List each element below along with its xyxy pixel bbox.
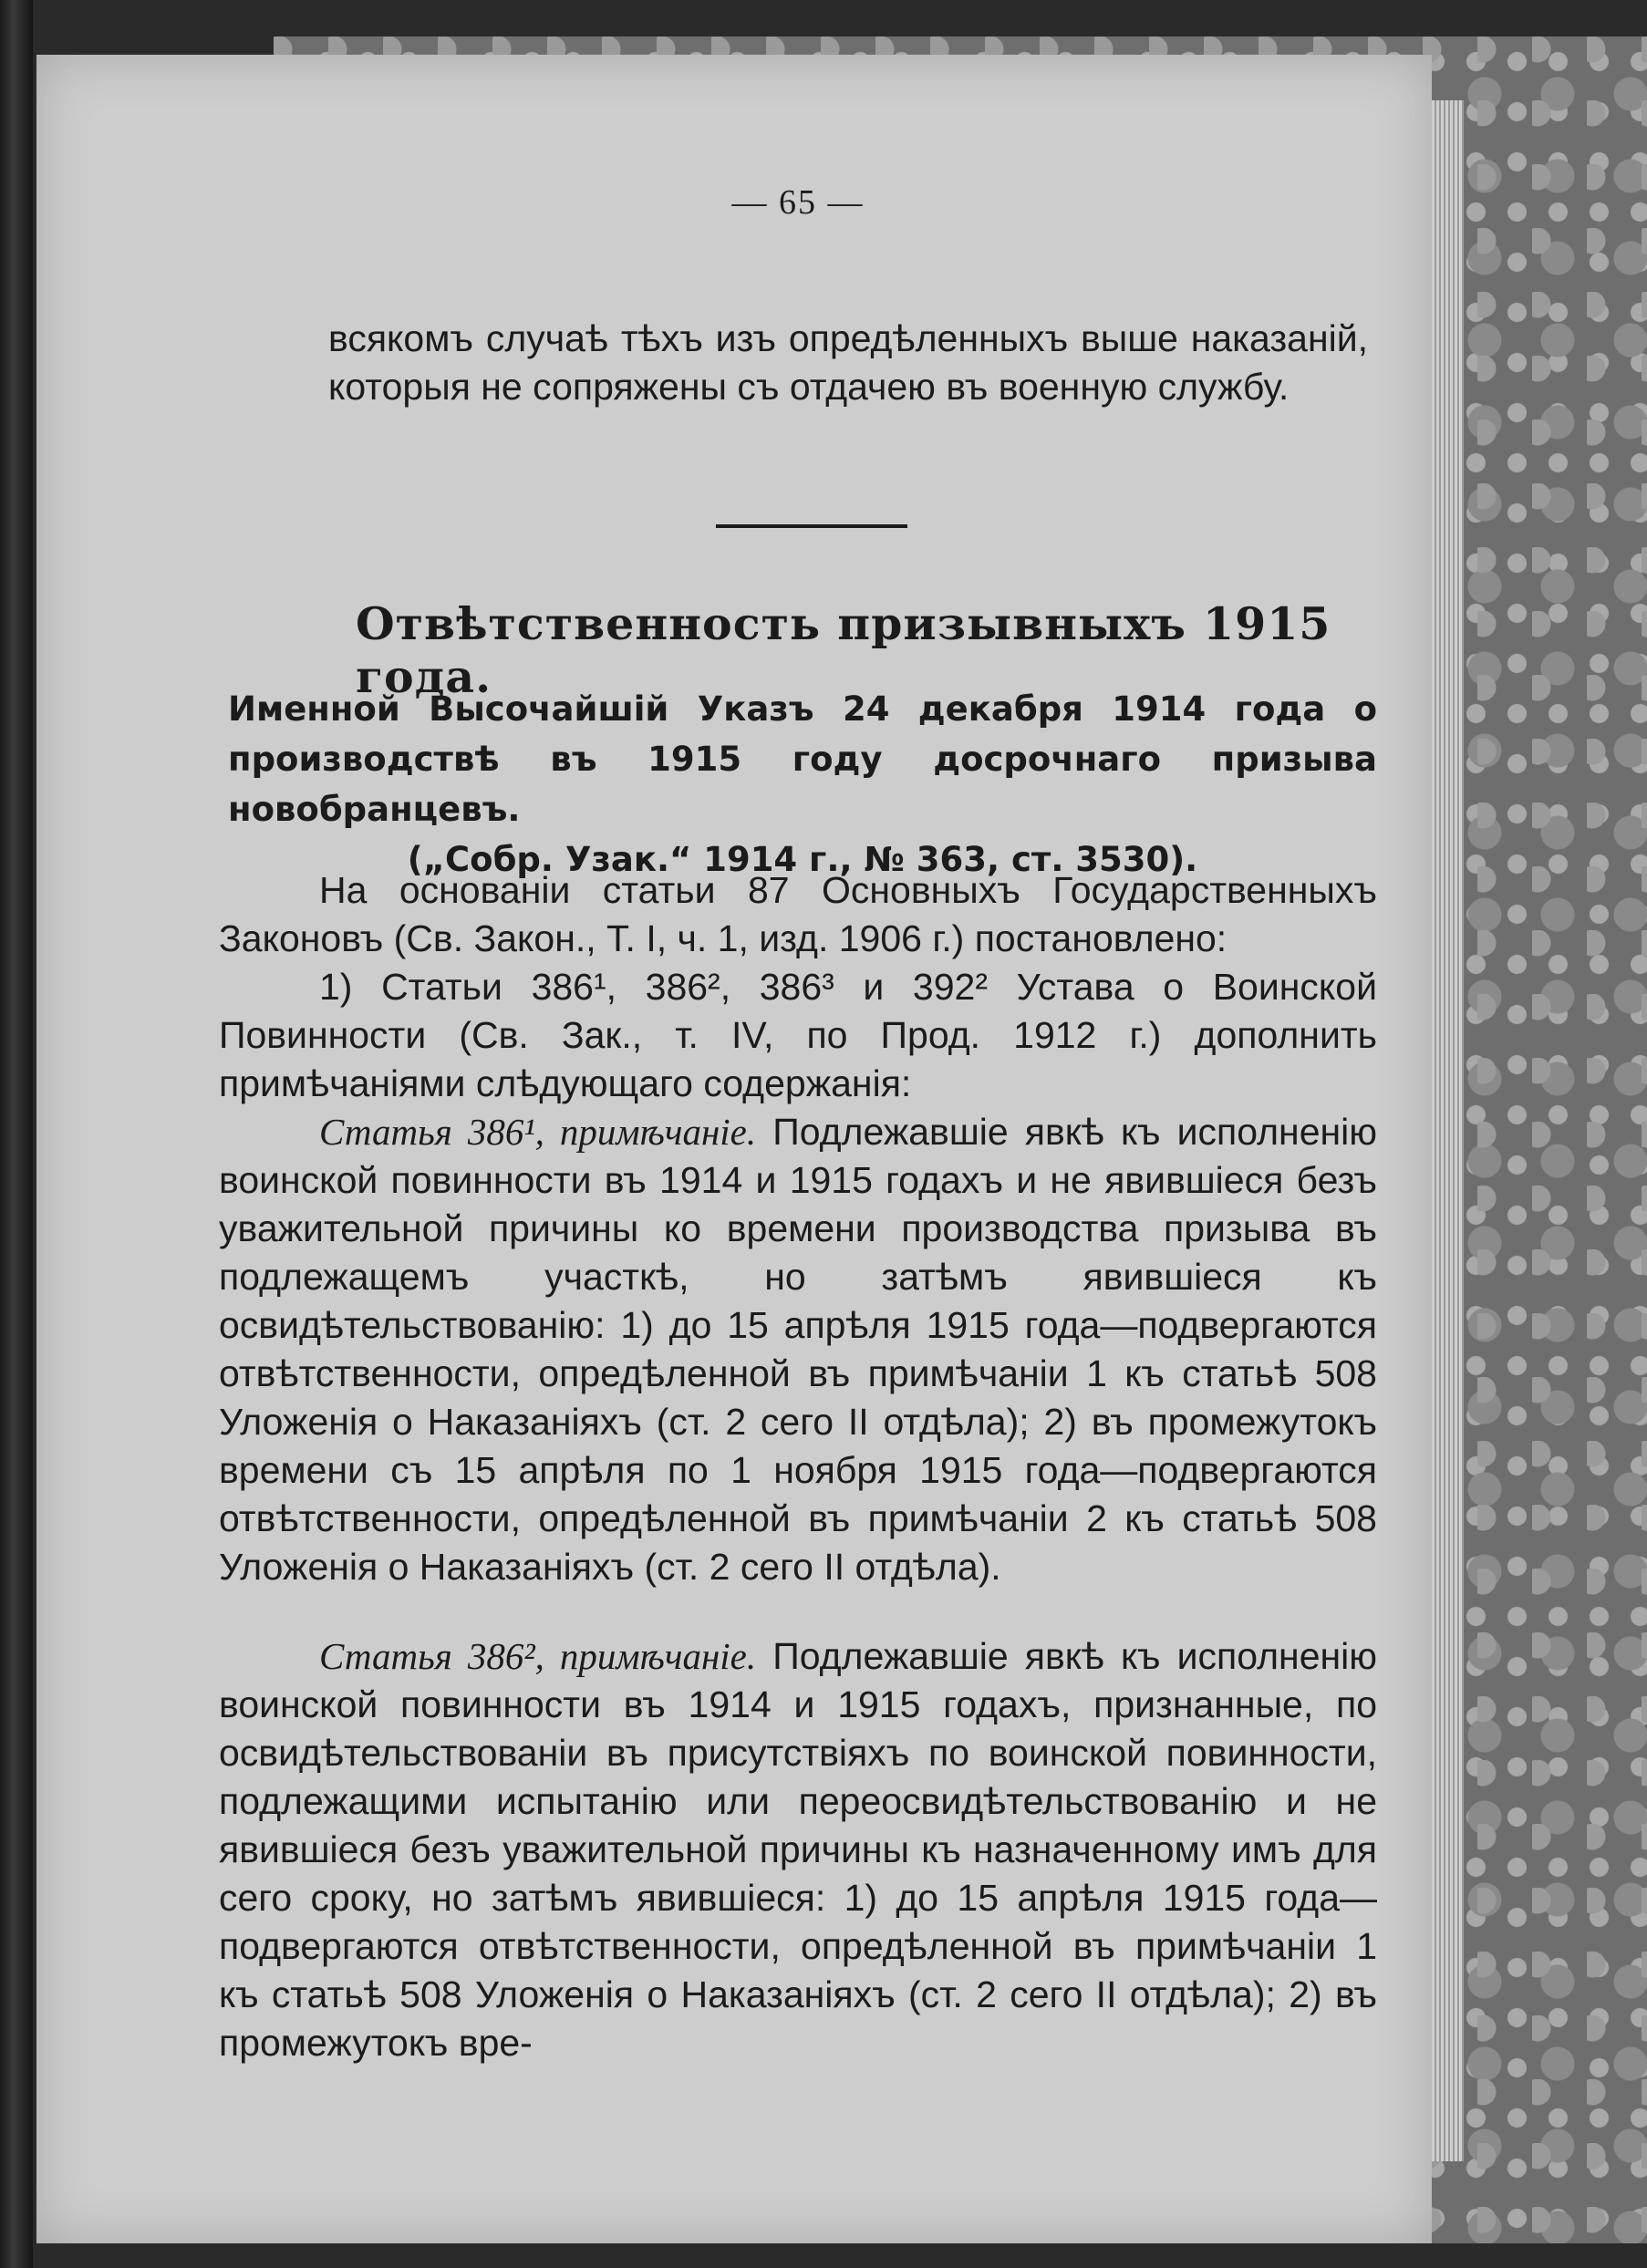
scan-edge xyxy=(0,0,33,2268)
paragraph-note-386-1 xyxy=(219,1108,1377,1591)
page-edges xyxy=(1427,100,1464,2161)
decree-source: („Собр. Узак.“ 1914 г., № 363, ст. 3530). xyxy=(407,840,1198,879)
decree-block xyxy=(228,684,1377,885)
note-lead-386-2: Статья 386², примѣчаніе. xyxy=(319,1635,757,1677)
note-text-386-1: Подлежавшіе явкѣ къ исполненію воинской повинности въ 1914 и 1915 годахъ и не явившіеся безъ уважительной причины ко времени производства призыва въ подлежащемъ участкѣ, но затѣмъ явившіеся къ освидѣтельствованію: 1) до 15 апрѣля 1915 года—подвергаются отвѣтственности, опредѣленной въ примѣчаніи 1 къ статьѣ 508 Уложенія о Наказаніяхъ (ст. 2 сего II отдѣла); 2) въ промежутокъ времени съ 15 апрѣля по 1 ноября 1915 года—подвергаются отвѣтственности, опредѣленной въ примѣчаніи 2 къ статьѣ 508 Уложенія о Наказаніяхъ (ст. 2 сего II отдѣла). xyxy=(219,1111,1378,1588)
page-number: — 65 — xyxy=(731,183,865,222)
note-text-386-2: Подлежавшіе явкѣ къ исполненію воинской повинности въ 1914 и 1915 годахъ, признанные, по освидѣтельствованіи въ присутствіяхъ по воинской повинности, подлежащими испытанію или переосвидѣтельствованію и не явившіеся безъ уважительной причины къ назначенному имъ для сего сроку, но затѣмъ явившіеся: 1) до 15 апрѣля 1915 года—подвергаются отвѣтственности, опредѣленной въ примѣчаніи 1 къ статьѣ 508 Уложенія о Наказаніяхъ (ст. 2 сего II отдѣла); 2) въ промежутокъ вре- xyxy=(219,1635,1378,2064)
paragraph-article-1: 1) Статьи 386¹, 386², 386³ и 392² Устава о Воинской Повинности (Св. Зак., т. IV, по Прод. 1912 г.) дополнить примѣчаніями слѣдующаго содержанія: xyxy=(219,966,1377,1104)
book-page xyxy=(36,55,1432,2243)
paragraph-note-386-2 xyxy=(219,1632,1377,2067)
section-heading: Отвѣтственность призывныхъ 1915 года. xyxy=(356,597,1331,703)
decree-title: Именной Высочайшій Указъ 24 декабря 1914 года о производствѣ въ 1915 году досрочнаго призыва новобранцевъ. xyxy=(228,689,1377,829)
continuation-text: всякомъ случаѣ тѣхъ изъ опредѣленныхъ выше наказаній, которыя не сопряжены съ отдачею въ военную службу. xyxy=(328,317,1368,408)
paragraph-preamble: На основаніи статьи 87 Основныхъ Государственныхъ Законовъ (Св. Закон., Т. I, ч. 1, изд. 1906 г.) постановлено: xyxy=(219,869,1377,959)
note-lead-386-1: Статья 386¹, примѣчаніе. xyxy=(319,1111,757,1153)
section-divider xyxy=(716,524,907,528)
body-text xyxy=(219,866,1377,2067)
